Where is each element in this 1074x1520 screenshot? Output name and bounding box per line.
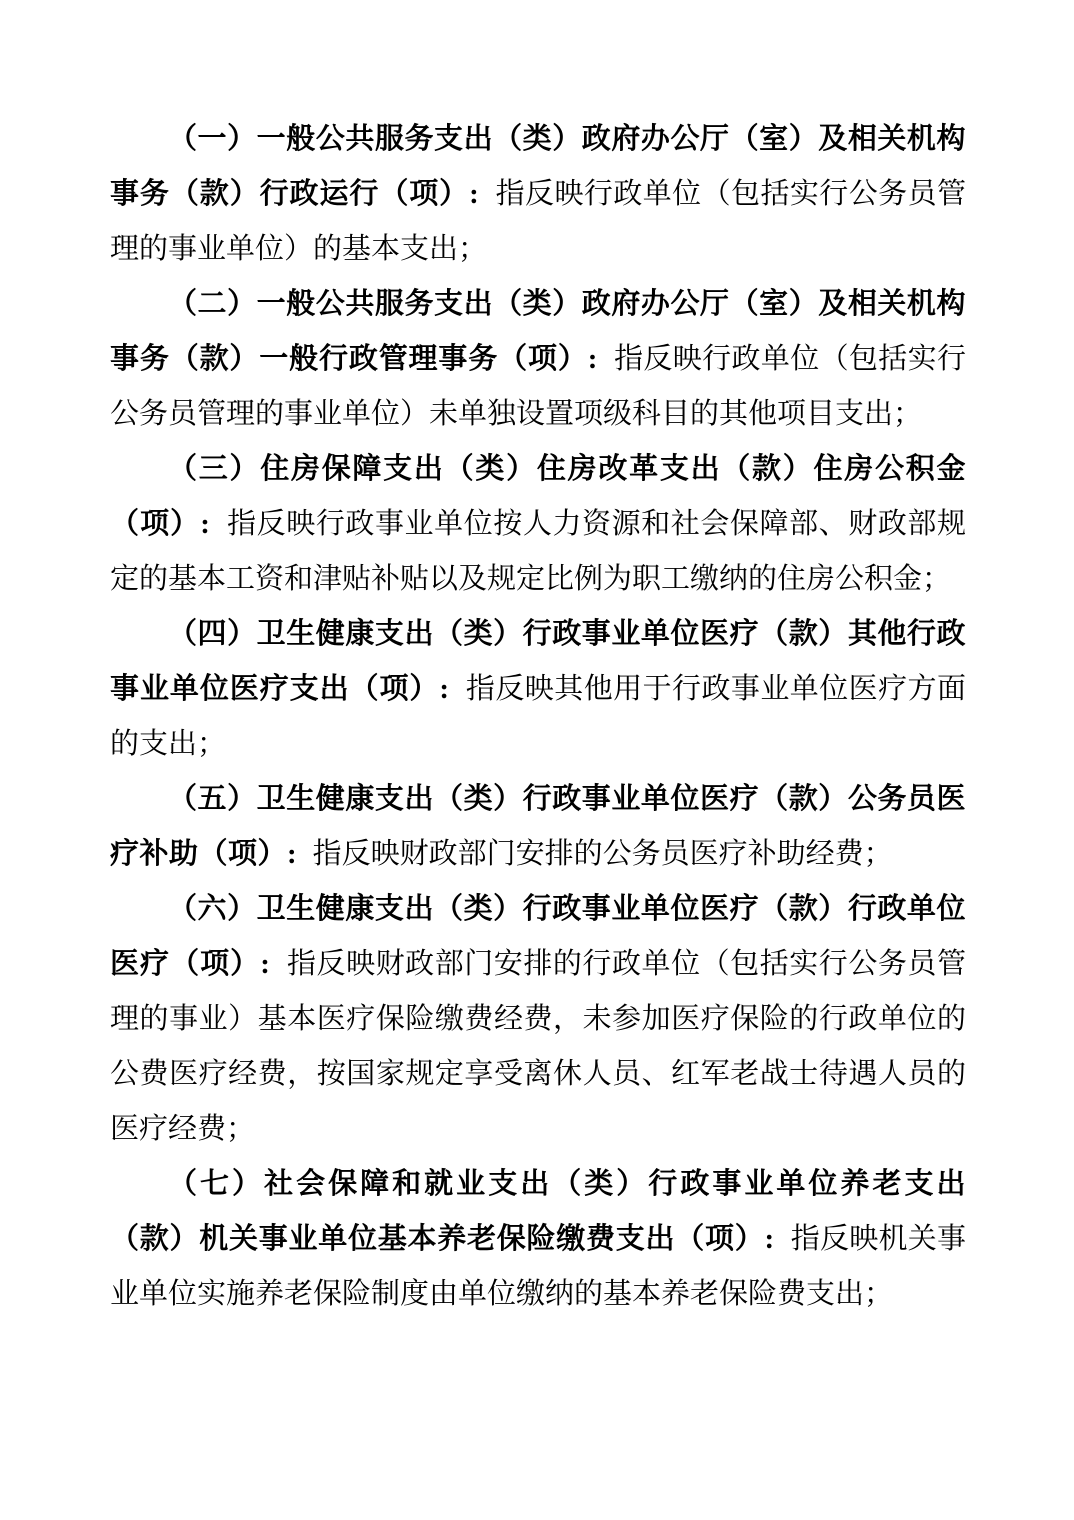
paragraph-heading: （四）卫生健康支出（类）行政事业单位医疗（款）其他行政事业单位医疗支出（项）: bbox=[110, 618, 966, 705]
paragraph-heading: （一）一般公共服务支出（类）政府办公厅（室）及相关机构事务（款）行政运行（项）: bbox=[110, 123, 966, 210]
paragraph bbox=[110, 442, 966, 607]
paragraph-body: 指反映行政事业单位按人力资源和社会保障部、财政部规定的基本工资和津贴补贴以及规定比例为职工缴纳的住房公积金； bbox=[110, 508, 966, 595]
paragraph-heading: （七）社会保障和就业支出（类）行政事业单位养老支出（款）机关事业单位基本养老保险缴费支出（项）: bbox=[110, 1168, 966, 1255]
paragraph-body: 指反映其他用于行政事业单位医疗方面的支出； bbox=[110, 673, 966, 760]
paragraph bbox=[110, 607, 966, 772]
paragraph-heading: （六）卫生健康支出（类）行政事业单位医疗（款）行政单位医疗（项）: bbox=[110, 893, 966, 980]
paragraph-body: 指反映财政部门安排的公务员医疗补助经费； bbox=[312, 838, 893, 870]
paragraph bbox=[110, 1157, 966, 1322]
paragraph bbox=[110, 277, 966, 442]
paragraph-body: 指反映机关事业单位实施养老保险制度由单位缴纳的基本养老保险费支出； bbox=[110, 1223, 966, 1310]
paragraph-body: 指反映行政单位（包括实行公务员管理的事业单位）未单独设置项级科目的其他项目支出； bbox=[110, 343, 966, 430]
paragraph bbox=[110, 882, 966, 1157]
paragraph-heading: （三）住房保障支出（类）住房改革支出（款）住房公积金（项）: bbox=[110, 453, 966, 540]
paragraph-body: 指反映行政单位（包括实行公务员管理的事业单位）的基本支出； bbox=[110, 178, 966, 265]
paragraph bbox=[110, 112, 966, 277]
paragraph-heading: （二）一般公共服务支出（类）政府办公厅（室）及相关机构事务（款）一般行政管理事务（项）: bbox=[110, 288, 966, 375]
paragraph-body: 指反映财政部门安排的行政单位（包括实行公务员管理的事业）基本医疗保险缴费经费，未参加医疗保险的行政单位的公费医疗经费，按国家规定享受离休人员、红军老战士待遇人员的医疗经费； bbox=[110, 948, 966, 1145]
paragraph-heading: （五）卫生健康支出（类）行政事业单位医疗（款）公务员医疗补助（项）: bbox=[110, 783, 966, 870]
document-body bbox=[110, 112, 966, 1322]
paragraph bbox=[110, 772, 966, 882]
